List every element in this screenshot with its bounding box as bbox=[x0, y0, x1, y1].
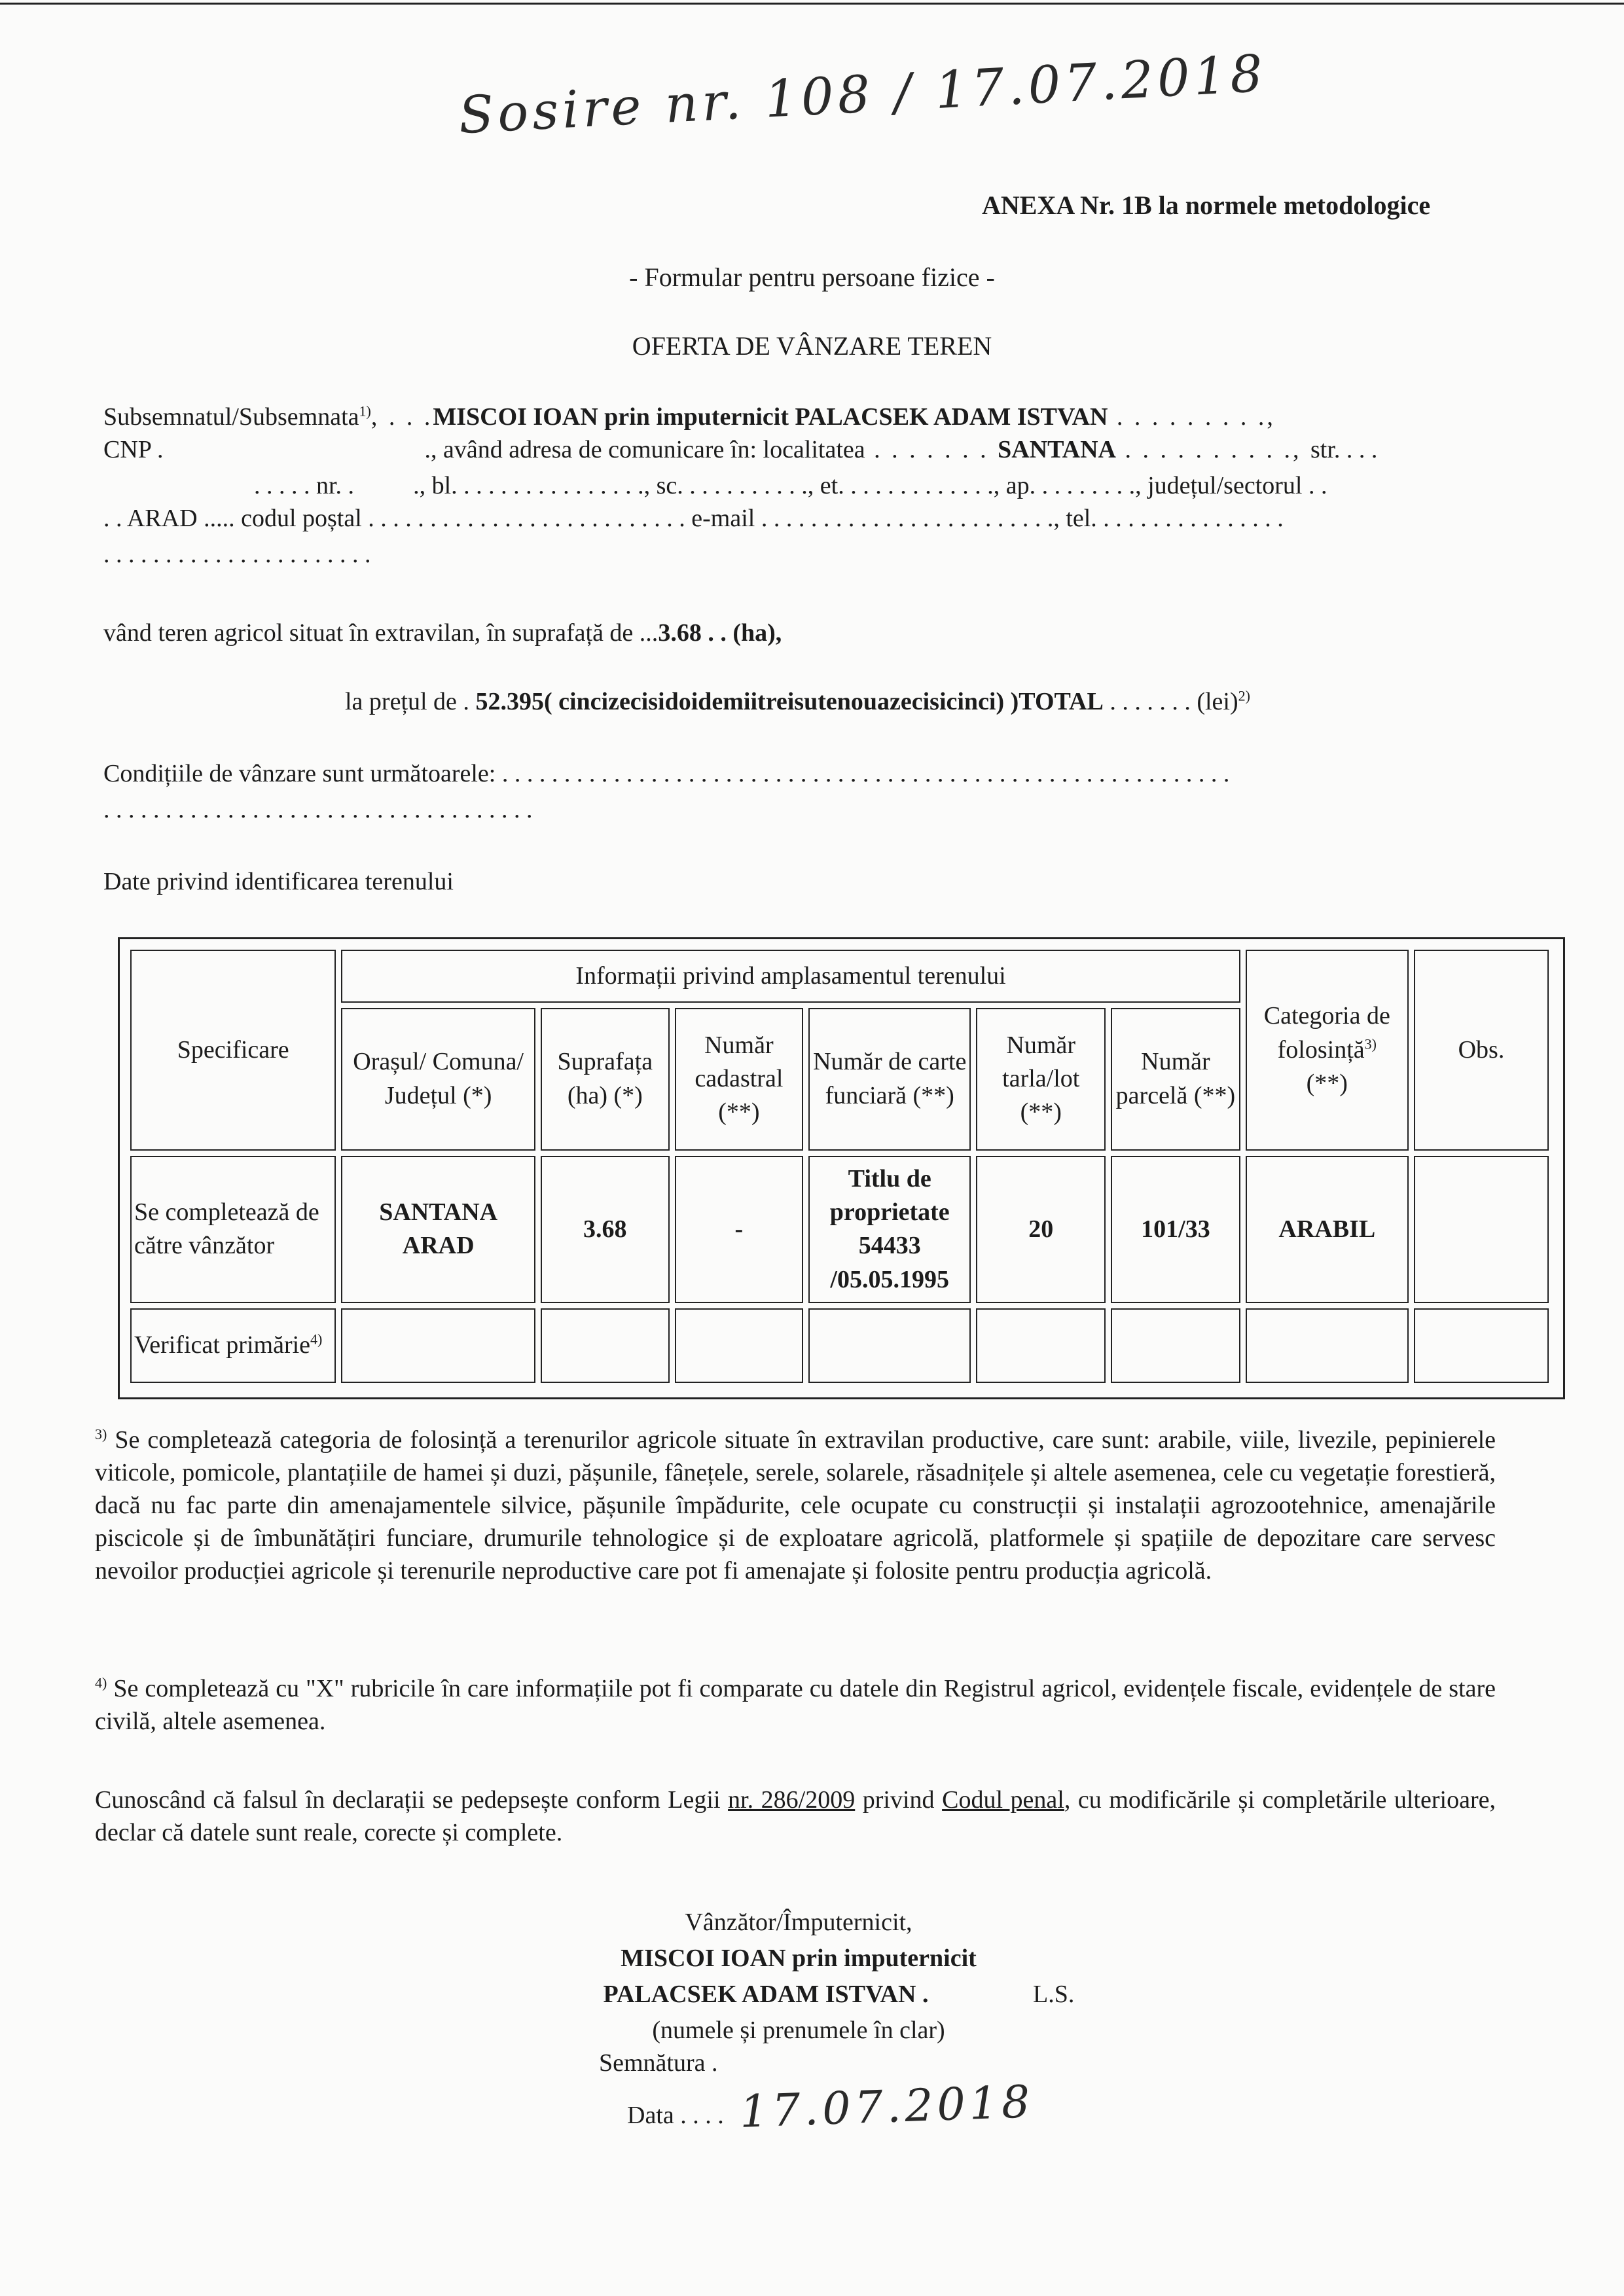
price-value: 52.395( cincizecisidoidemiitreisutenouazecisicinci) )TOTAL bbox=[475, 688, 1104, 715]
parcel-header: Număr parcelă (**) bbox=[1111, 1008, 1240, 1151]
cell-parcel: 101/33 bbox=[1111, 1156, 1240, 1303]
footnote-3: $^{3)}$ Se completează categoria de folosință a terenurilor agricole situate în extravilan productive, care sunt: arabile, viile, livezile, pepinierele viticole, pomicole, plantațiile de hamei și duzi, pășunile, fânețele, serele, solarele, răsadnițele și altele asemenea, cele cu vegetație forestieră, dacă nu fac parte din amenajamentele silvice, pășunile împădurite, cele ocupate cu construcții și instalații agrozootehnice, amenajările piscicole și de îmbunătățiri funciare, drumurile tehnologice și de exploatare agricolă, platformele și spațiile de depozitare care servesc nevoilor producției agricole și terenurile neproductive care pot fi amenajate și folosite pentru producția agricolă. bbox=[95, 1426, 1496, 1585]
offer-title: OFERTA DE VÂNZARE TEREN bbox=[632, 331, 992, 361]
identification-label: Date privind identificarea terenului bbox=[103, 868, 454, 895]
tarla-header: Număr tarla/lot (**) bbox=[976, 1008, 1106, 1151]
seller-name: MISCOI IOAN prin imputernicit PALACSEK ADAM ISTVAN bbox=[433, 403, 1108, 431]
law-link[interactable]: nr. 286/2009 bbox=[728, 1786, 856, 1814]
intro-label: Subsemnatul/Subsemnata bbox=[103, 403, 359, 431]
penal-code-link[interactable]: Codul penal bbox=[942, 1786, 1064, 1814]
verified-cell bbox=[1111, 1308, 1240, 1383]
spec-header: Specificare bbox=[130, 950, 336, 1151]
locality-value: SANTANA bbox=[998, 436, 1116, 463]
signature-clarify: (numele și prenumele în clar) bbox=[652, 2017, 945, 2044]
form-type: - Formular pentru persoane fizice - bbox=[629, 262, 995, 292]
intro-line-2: CNP . ., având adresa de comunicare în: localitatea . . . . . . . SANTANA . . . . . . . . . ., str. . . . bbox=[103, 436, 1378, 463]
category-header: Categoria de folosință$^{3)}$ (**) bbox=[1246, 950, 1409, 1151]
conditions-line-1 bbox=[103, 759, 1229, 788]
top-border-line bbox=[0, 3, 1624, 5]
cnp-label: CNP . bbox=[103, 436, 164, 463]
row-verified-label: Verificat primărie$^{4)}$ bbox=[130, 1308, 336, 1383]
street-label: str. . . . bbox=[1310, 436, 1378, 463]
cell-obs bbox=[1414, 1156, 1549, 1303]
verified-cell bbox=[976, 1308, 1106, 1383]
price-line bbox=[345, 687, 1250, 716]
footnote-ref-2: 2) bbox=[1238, 687, 1250, 704]
city-header: Orașul/ Comuna/ Județul (*) bbox=[341, 1008, 535, 1151]
signature-label: Semnătura . bbox=[599, 2049, 718, 2077]
verified-cell bbox=[675, 1308, 803, 1383]
cell-category: ARABIL bbox=[1246, 1156, 1409, 1303]
annex-title: ANEXA Nr. 1B la normele metodologice bbox=[982, 190, 1431, 220]
intro-line-3 bbox=[103, 471, 1327, 500]
cell-tarla: 20 bbox=[976, 1156, 1106, 1303]
address-label: ., având adresa de comunicare în: localitatea bbox=[424, 436, 865, 463]
land-identification-table bbox=[118, 937, 1565, 1399]
handwritten-date: 17.07.2018 bbox=[738, 2076, 1035, 2138]
signature-name-2: PALACSEK ADAM ISTVAN . bbox=[603, 1981, 929, 2008]
land-area: 3.68 . . (ha), bbox=[658, 619, 782, 647]
footnote-4: $^{4)}$ Se completează cu "X" rubricile în care informațiile pot fi comparate cu datele din Registrul agricol, evidențele fiscale, evidențele de stare civilă, altele asemenea. bbox=[95, 1674, 1496, 1735]
intro-line-4: . . ARAD ..... codul poștal . . . . . . . . . . . . . . . . . . . . . . . . . . e-mail . . . . . . . . . . . . . . . . . . . . . . . ., tel. . . . . . . . . . . . . . . . bbox=[103, 505, 1284, 532]
land-sell-text: vând teren agricol situat în extravilan, în suprafață de ... bbox=[103, 619, 659, 647]
verified-cell bbox=[1246, 1308, 1409, 1383]
table-row-verified bbox=[130, 1308, 1549, 1383]
bl-sc-et-ap-label: ., bl. . . . . . . . . . . . . . . ., sc. . . . . . . . . . ., et. . . . . . . . . . . . ., ap. . . . . . . . ., județul/sectorul . . bbox=[413, 472, 1327, 499]
price-label: la prețul de . bbox=[345, 688, 469, 715]
cadastral-header: Număr cadastral (**) bbox=[675, 1008, 803, 1151]
handwritten-registration-note: Sosire nr. 108 / 17.07.2018 bbox=[457, 44, 1269, 146]
intro-line-1: Subsemnatul/Subsemnata$^{1)}$, . . .MISCOI IOAN prin imputernicit PALACSEK ADAM ISTVAN . . . . . . . . ., bbox=[103, 403, 1276, 431]
cell-landbook: Titlu de proprietate 54433 /05.05.1995 bbox=[808, 1156, 971, 1303]
verified-cell bbox=[541, 1308, 670, 1383]
area-header: Suprafața (ha) (*) bbox=[541, 1008, 670, 1151]
cell-city: SANTANA ARAD bbox=[341, 1156, 535, 1303]
obs-header: Obs. bbox=[1414, 950, 1549, 1151]
land-line bbox=[103, 619, 782, 647]
signature-role: Vânzător/Împuternicit, bbox=[685, 1909, 912, 1936]
row-seller-label: Se completează de către vânzător bbox=[130, 1156, 336, 1303]
price-unit: . . . . . . . (lei) bbox=[1110, 688, 1238, 715]
verified-cell bbox=[1414, 1308, 1549, 1383]
signature-name-1: MISCOI IOAN prin imputernicit bbox=[621, 1945, 977, 1972]
conditions-label: Condițiile de vânzare sunt următoarele: bbox=[103, 760, 496, 787]
declaration: Cunoscând că falsul în declarații se pedepsește conform Legii nr. 286/2009 privind Codul penal, cu modificările și completările ulterioare, declar că datele sunt reale, corecte și complete. bbox=[95, 1786, 1496, 1846]
seal-label: L.S. bbox=[1033, 1981, 1075, 2008]
cell-cadastral: - bbox=[675, 1156, 803, 1303]
date-label: Data . . . . bbox=[627, 2102, 724, 2129]
footnote-ref-1: 1) bbox=[359, 403, 371, 420]
verified-cell bbox=[341, 1308, 535, 1383]
table-row-seller bbox=[130, 1156, 1549, 1303]
location-header: Informații privind amplasamentul terenului bbox=[341, 950, 1240, 1003]
intro-line-5: . . . . . . . . . . . . . . . . . . . . . . bbox=[103, 541, 371, 568]
nr-label: . . . . . nr. . bbox=[254, 472, 355, 499]
landbook-header: Număr de carte funciară (**) bbox=[808, 1008, 971, 1151]
conditions-line-2: . . . . . . . . . . . . . . . . . . . . . . . . . . . . . . . . . . . bbox=[103, 796, 533, 823]
conditions-dots: . . . . . . . . . . . . . . . . . . . . . . . . . . . . . . . . . . . . . . . . . . . . . . . . . . . . . . . . . . . bbox=[501, 760, 1230, 787]
verified-cell bbox=[808, 1308, 971, 1383]
cell-area: 3.68 bbox=[541, 1156, 670, 1303]
